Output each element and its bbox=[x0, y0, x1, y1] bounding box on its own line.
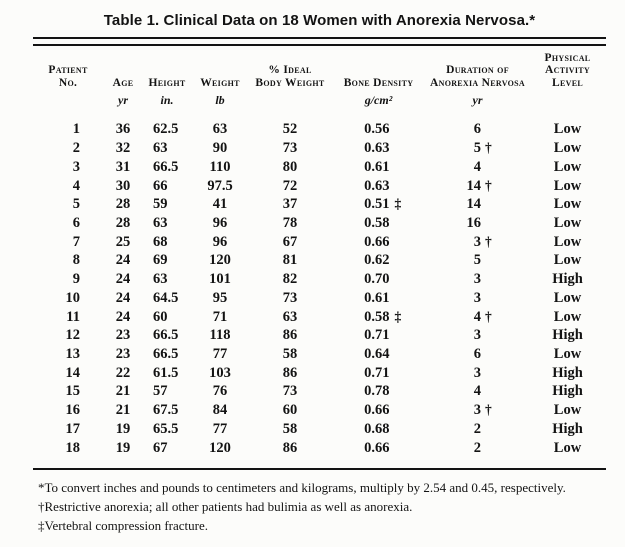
column-unit-pct-ideal-body-weight bbox=[249, 93, 331, 108]
cell-height: 66.5 bbox=[153, 345, 179, 362]
value: 0.58 bbox=[364, 308, 390, 325]
cell-age: 19 bbox=[115, 420, 131, 437]
cell-weight: 120 bbox=[209, 439, 231, 456]
cell-age: 25 bbox=[115, 233, 131, 250]
cell-height: 63 bbox=[153, 271, 168, 288]
table-row bbox=[33, 420, 606, 439]
cell-pct-ideal-body-weight: 58 bbox=[282, 420, 298, 437]
cell-physical-activity-level: Low bbox=[553, 252, 582, 269]
cell-patient-no: 4 bbox=[72, 177, 80, 194]
footnote-asterisk: *To convert inches and pounds to centimeters and kilograms, multiply by 2.54 and 0.45, respectively. bbox=[38, 479, 566, 495]
table-body bbox=[33, 120, 606, 457]
value: 2 bbox=[473, 439, 481, 456]
cell-patient-no: 5 bbox=[72, 196, 80, 213]
footnote-marker: † bbox=[485, 140, 492, 156]
table-row bbox=[33, 307, 606, 326]
cell-age: 28 bbox=[115, 214, 131, 231]
value: 4 bbox=[473, 383, 481, 400]
cell-age: 24 bbox=[115, 289, 131, 306]
value: 3 bbox=[473, 233, 481, 250]
cell-duration-of-anorexia-nervosa bbox=[426, 289, 529, 307]
cell-duration-of-anorexia-nervosa bbox=[426, 233, 529, 251]
cell-physical-activity-level: Low bbox=[553, 233, 582, 250]
value: 0.78 bbox=[364, 383, 390, 400]
table-row bbox=[33, 195, 606, 214]
value: 2 bbox=[473, 420, 481, 437]
cell-height: 67.5 bbox=[153, 402, 179, 419]
cell-age: 21 bbox=[115, 402, 131, 419]
cell-physical-activity-level: Low bbox=[553, 140, 582, 157]
value: 3 bbox=[473, 364, 481, 381]
cell-physical-activity-level: Low bbox=[553, 158, 582, 175]
cell-weight: 84 bbox=[212, 402, 228, 419]
value: 0.61 bbox=[364, 158, 390, 175]
footnote-dagger: †Restrictive anorexia; all other patients had bulimia as well as anorexia. bbox=[38, 498, 413, 514]
value: 0.71 bbox=[364, 364, 390, 381]
value: 0.71 bbox=[364, 327, 390, 344]
cell-weight: 97.5 bbox=[207, 177, 233, 194]
cell-physical-activity-level: High bbox=[552, 364, 583, 381]
cell-age: 24 bbox=[115, 308, 131, 325]
cell-bone-density bbox=[331, 158, 426, 176]
table-row bbox=[33, 176, 606, 195]
column-header-patient-no: Patient No. bbox=[48, 64, 88, 89]
cell-duration-of-anorexia-nervosa bbox=[426, 382, 529, 400]
cell-duration-of-anorexia-nervosa bbox=[426, 195, 529, 213]
value: 0.68 bbox=[364, 420, 390, 437]
cell-weight: 76 bbox=[212, 383, 228, 400]
cell-age: 24 bbox=[115, 252, 131, 269]
cell-height: 66.5 bbox=[153, 158, 179, 175]
cell-age: 31 bbox=[115, 158, 131, 175]
value: 0.64 bbox=[364, 345, 390, 362]
table-row bbox=[33, 438, 606, 457]
cell-duration-of-anorexia-nervosa bbox=[426, 120, 529, 138]
cell-height: 68 bbox=[153, 233, 168, 250]
table-bottom-rule bbox=[33, 468, 606, 470]
cell-age: 30 bbox=[115, 177, 131, 194]
value: 4 bbox=[473, 158, 481, 175]
cell-weight: 71 bbox=[212, 308, 228, 325]
cell-pct-ideal-body-weight: 73 bbox=[282, 383, 298, 400]
column-header-bone-density: Bone Density bbox=[343, 76, 414, 89]
table-row bbox=[33, 214, 606, 233]
cell-physical-activity-level: Low bbox=[553, 308, 582, 325]
column-unit-weight: lb bbox=[215, 93, 225, 107]
table-1 bbox=[33, 0, 606, 535]
cell-pct-ideal-body-weight: 81 bbox=[282, 252, 298, 269]
cell-height: 67 bbox=[153, 439, 168, 456]
cell-age: 23 bbox=[115, 345, 131, 362]
footnote-marker: † bbox=[485, 402, 492, 418]
column-unit-age: yr bbox=[118, 93, 128, 107]
cell-pct-ideal-body-weight: 37 bbox=[282, 196, 298, 213]
cell-bone-density bbox=[331, 214, 426, 232]
cell-age: 28 bbox=[115, 196, 131, 213]
cell-pct-ideal-body-weight: 86 bbox=[282, 364, 298, 381]
table-row bbox=[33, 270, 606, 289]
value: 0.58 bbox=[364, 214, 390, 231]
cell-pct-ideal-body-weight: 73 bbox=[282, 289, 298, 306]
cell-duration-of-anorexia-nervosa bbox=[426, 158, 529, 176]
cell-bone-density bbox=[331, 326, 426, 344]
cell-weight: 63 bbox=[212, 121, 228, 138]
cell-height: 60 bbox=[153, 308, 168, 325]
cell-physical-activity-level: Low bbox=[553, 214, 582, 231]
cell-weight: 96 bbox=[212, 233, 228, 250]
cell-height: 64.5 bbox=[153, 289, 179, 306]
value: 6 bbox=[473, 345, 481, 362]
cell-bone-density bbox=[331, 120, 426, 138]
cell-age: 19 bbox=[115, 439, 131, 456]
cell-bone-density bbox=[331, 139, 426, 157]
value: 0.66 bbox=[364, 439, 390, 456]
table-row bbox=[33, 326, 606, 345]
value: 14 bbox=[466, 177, 481, 194]
cell-weight: 41 bbox=[212, 196, 228, 213]
value: 0.51 bbox=[364, 196, 390, 213]
cell-duration-of-anorexia-nervosa bbox=[426, 177, 529, 195]
cell-patient-no: 12 bbox=[65, 327, 80, 344]
column-unit-physical-activity-level bbox=[529, 93, 606, 108]
column-header-physical-activity-level: Physical Activity Level bbox=[544, 51, 591, 89]
footnote-marker: † bbox=[485, 233, 492, 249]
table-row bbox=[33, 157, 606, 176]
column-header-weight: Weight bbox=[200, 76, 240, 89]
cell-patient-no: 8 bbox=[72, 252, 80, 269]
cell-duration-of-anorexia-nervosa bbox=[426, 251, 529, 269]
cell-physical-activity-level: Low bbox=[553, 196, 582, 213]
cell-bone-density bbox=[331, 177, 426, 195]
cell-height: 59 bbox=[153, 196, 168, 213]
cell-duration-of-anorexia-nervosa bbox=[426, 139, 529, 157]
cell-patient-no: 11 bbox=[66, 308, 80, 325]
cell-age: 21 bbox=[115, 383, 131, 400]
cell-height: 69 bbox=[153, 252, 168, 269]
cell-patient-no: 6 bbox=[72, 214, 80, 231]
value: 0.66 bbox=[364, 233, 390, 250]
footnote-marker: † bbox=[485, 308, 492, 324]
cell-physical-activity-level: Low bbox=[553, 402, 582, 419]
cell-weight: 96 bbox=[212, 214, 228, 231]
table-row bbox=[33, 232, 606, 251]
cell-bone-density bbox=[331, 195, 426, 213]
value: 0.62 bbox=[364, 252, 390, 269]
table-row bbox=[33, 120, 606, 139]
column-unit-height: in. bbox=[160, 93, 174, 107]
cell-duration-of-anorexia-nervosa bbox=[426, 364, 529, 382]
units-row bbox=[33, 93, 606, 108]
cell-patient-no: 14 bbox=[65, 364, 80, 381]
value: 3 bbox=[473, 271, 481, 288]
footnote-marker: ‡ bbox=[394, 308, 402, 324]
cell-patient-no: 3 bbox=[72, 158, 80, 175]
cell-bone-density bbox=[331, 420, 426, 438]
cell-height: 61.5 bbox=[153, 364, 179, 381]
cell-pct-ideal-body-weight: 58 bbox=[282, 345, 298, 362]
cell-physical-activity-level: Low bbox=[553, 439, 582, 456]
cell-patient-no: 1 bbox=[72, 121, 80, 138]
column-unit-duration-of-anorexia-nervosa: yr bbox=[472, 93, 483, 107]
cell-physical-activity-level: Low bbox=[553, 177, 582, 194]
column-header-duration-of-anorexia-nervosa: Duration of Anorexia Nervosa bbox=[430, 64, 525, 89]
cell-height: 63 bbox=[153, 140, 168, 157]
cell-height: 63 bbox=[153, 214, 168, 231]
cell-patient-no: 17 bbox=[65, 420, 80, 437]
table-row bbox=[33, 251, 606, 270]
cell-weight: 110 bbox=[209, 158, 231, 175]
table-row bbox=[33, 382, 606, 401]
cell-age: 24 bbox=[115, 271, 131, 288]
cell-pct-ideal-body-weight: 80 bbox=[282, 158, 298, 175]
table-header-row bbox=[33, 51, 606, 89]
cell-pct-ideal-body-weight: 52 bbox=[282, 121, 298, 138]
cell-duration-of-anorexia-nervosa bbox=[426, 270, 529, 288]
cell-bone-density bbox=[331, 382, 426, 400]
cell-weight: 77 bbox=[212, 345, 228, 362]
cell-pct-ideal-body-weight: 73 bbox=[282, 140, 298, 157]
table-title: Table 1. Clinical Data on 18 Women with Anorexia Nervosa.* bbox=[103, 12, 536, 29]
cell-weight: 120 bbox=[209, 252, 231, 269]
value: 5 bbox=[473, 252, 481, 269]
cell-height: 57 bbox=[153, 383, 168, 400]
cell-patient-no: 2 bbox=[72, 140, 80, 157]
column-unit-bone-density: g/cm² bbox=[364, 93, 393, 107]
table-row bbox=[33, 139, 606, 158]
value: 0.61 bbox=[364, 289, 390, 306]
cell-pct-ideal-body-weight: 72 bbox=[282, 177, 298, 194]
footnotes bbox=[33, 478, 606, 535]
cell-duration-of-anorexia-nervosa bbox=[426, 401, 529, 419]
cell-weight: 77 bbox=[212, 420, 228, 437]
table-top-double-rule bbox=[33, 37, 606, 46]
cell-bone-density bbox=[331, 345, 426, 363]
cell-weight: 101 bbox=[209, 271, 231, 288]
cell-pct-ideal-body-weight: 60 bbox=[282, 402, 298, 419]
value: 5 bbox=[473, 140, 481, 157]
cell-physical-activity-level: Low bbox=[553, 121, 582, 138]
cell-pct-ideal-body-weight: 86 bbox=[282, 327, 298, 344]
table-row bbox=[33, 345, 606, 364]
value: 16 bbox=[466, 214, 481, 231]
cell-duration-of-anorexia-nervosa bbox=[426, 214, 529, 232]
cell-duration-of-anorexia-nervosa bbox=[426, 420, 529, 438]
cell-height: 66 bbox=[153, 177, 168, 194]
cell-pct-ideal-body-weight: 67 bbox=[282, 233, 298, 250]
cell-bone-density bbox=[331, 233, 426, 251]
cell-age: 36 bbox=[115, 121, 131, 138]
cell-patient-no: 15 bbox=[65, 383, 80, 400]
cell-bone-density bbox=[331, 439, 426, 457]
cell-bone-density bbox=[331, 308, 426, 326]
cell-weight: 118 bbox=[209, 327, 231, 344]
column-header-height: Height bbox=[148, 76, 186, 89]
cell-patient-no: 13 bbox=[65, 345, 80, 362]
cell-physical-activity-level: High bbox=[552, 420, 583, 437]
value: 14 bbox=[466, 196, 481, 213]
cell-patient-no: 18 bbox=[65, 439, 80, 456]
cell-physical-activity-level: Low bbox=[553, 345, 582, 362]
cell-duration-of-anorexia-nervosa bbox=[426, 345, 529, 363]
value: 0.66 bbox=[364, 402, 390, 419]
cell-bone-density bbox=[331, 401, 426, 419]
cell-patient-no: 16 bbox=[65, 402, 80, 419]
cell-bone-density bbox=[331, 289, 426, 307]
cell-physical-activity-level: High bbox=[552, 271, 583, 288]
value: 0.63 bbox=[364, 177, 390, 194]
value: 0.70 bbox=[364, 271, 390, 288]
cell-age: 23 bbox=[115, 327, 131, 344]
cell-patient-no: 10 bbox=[65, 289, 80, 306]
footnote-double-dagger: ‡Vertebral compression fracture. bbox=[38, 517, 209, 533]
cell-age: 22 bbox=[115, 364, 131, 381]
cell-pct-ideal-body-weight: 78 bbox=[282, 214, 298, 231]
cell-physical-activity-level: High bbox=[552, 327, 583, 344]
column-unit-patient-no bbox=[33, 93, 103, 108]
value: 4 bbox=[473, 308, 481, 325]
cell-physical-activity-level: High bbox=[552, 383, 583, 400]
cell-physical-activity-level: Low bbox=[553, 289, 582, 306]
cell-patient-no: 7 bbox=[72, 233, 80, 250]
cell-duration-of-anorexia-nervosa bbox=[426, 439, 529, 457]
cell-weight: 103 bbox=[209, 364, 231, 381]
table-row bbox=[33, 401, 606, 420]
cell-age: 32 bbox=[115, 140, 131, 157]
cell-weight: 90 bbox=[212, 140, 228, 157]
cell-height: 62.5 bbox=[153, 121, 179, 138]
cell-bone-density bbox=[331, 251, 426, 269]
value: 3 bbox=[473, 327, 481, 344]
cell-patient-no: 9 bbox=[72, 271, 80, 288]
cell-weight: 95 bbox=[212, 289, 228, 306]
value: 3 bbox=[473, 289, 481, 306]
cell-pct-ideal-body-weight: 86 bbox=[282, 439, 298, 456]
table-row bbox=[33, 363, 606, 382]
value: 6 bbox=[473, 121, 481, 138]
cell-height: 66.5 bbox=[153, 327, 179, 344]
cell-pct-ideal-body-weight: 82 bbox=[282, 271, 298, 288]
column-header-pct-ideal-body-weight: % Ideal Body Weight bbox=[255, 64, 325, 89]
value: 0.63 bbox=[364, 140, 390, 157]
footnote-marker: † bbox=[485, 177, 492, 193]
value: 3 bbox=[473, 402, 481, 419]
cell-duration-of-anorexia-nervosa bbox=[426, 308, 529, 326]
cell-pct-ideal-body-weight: 63 bbox=[282, 308, 298, 325]
footnote-marker: ‡ bbox=[394, 196, 402, 212]
cell-bone-density bbox=[331, 270, 426, 288]
table-row bbox=[33, 288, 606, 307]
column-header-age: Age bbox=[112, 76, 134, 89]
cell-height: 65.5 bbox=[153, 420, 179, 437]
value: 0.56 bbox=[364, 121, 390, 138]
cell-bone-density bbox=[331, 364, 426, 382]
cell-duration-of-anorexia-nervosa bbox=[426, 326, 529, 344]
